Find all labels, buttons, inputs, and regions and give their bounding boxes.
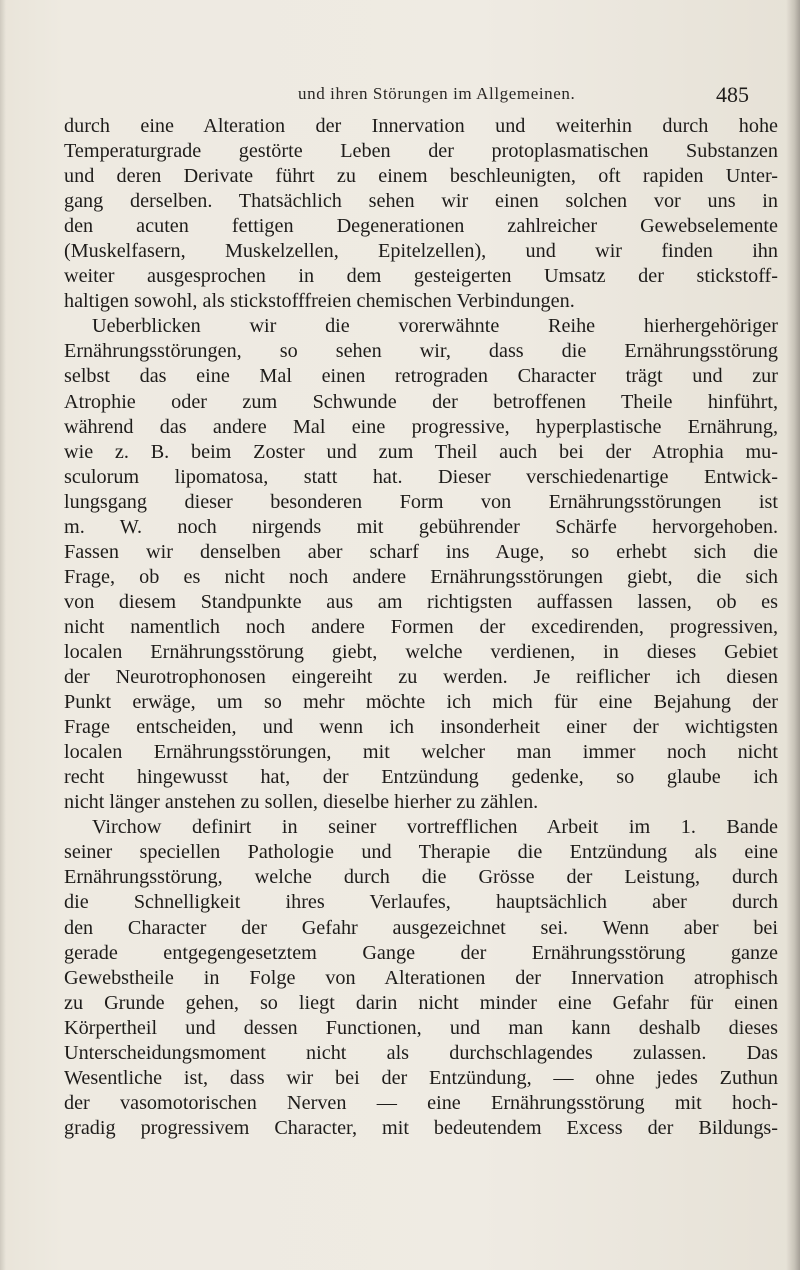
text-line: gerade entgegengesetztem Gange der Ernährungsstörung ganze [64,941,778,964]
text-line: recht hingewusst hat, der Entzündung gedenke, so glaube ich [64,766,778,789]
page-gutter-shadow [0,0,6,1270]
text-line: m. W. noch nirgends mit gebührender Schärfe hervorgehoben. [64,515,778,538]
text-line: localen Ernährungsstörung giebt, welche verdienen, in dieses Gebiet [64,640,778,663]
text-line: der Neurotrophonosen eingereiht zu werden. Je reiflicher ich diesen [64,666,778,689]
text-line: Ueberblicken wir die vorerwähnte Reihe hierhergehöriger [92,315,778,338]
page-header [0,82,800,112]
text-line: der vasomotorischen Nerven — eine Ernährungsstörung mit hoch- [64,1091,778,1114]
text-line: Ernährungsstörungen, so sehen wir, dass die Ernährungsstörung [64,340,778,363]
text-line: (Muskelfasern, Muskelzellen, Epitelzellen), und wir finden ihn [64,240,778,263]
text-line: Gewebstheile in Folge von Alterationen der Innervation atrophisch [64,966,778,989]
text-line: Punkt erwäge, um so mehr möchte ich mich für eine Bejahung der [64,691,778,714]
text-line: Fassen wir denselben aber scharf ins Auge, so erhebt sich die [64,540,778,563]
text-line: wie z. B. beim Zoster und zum Theil auch bei der Atrophia mu- [64,440,778,463]
text-line: Körpertheil und dessen Functionen, und man kann deshalb dieses [64,1016,778,1039]
text-line: selbst das eine Mal einen retrograden Character trägt und zur [64,365,778,388]
text-line: während das andere Mal eine progressive, hyperplastische Ernährung, [64,415,778,438]
text-line: lungsgang dieser besonderen Form von Ernährungsstörungen ist [64,490,778,513]
text-line: Virchow definirt in seiner vortrefflichen Arbeit im 1. Bande [92,816,778,839]
text-line: Wesentliche ist, dass wir bei der Entzündung, — ohne jedes Zuthun [64,1066,778,1089]
text-line: durch eine Alteration der Innervation und weiterhin durch hohe [64,115,778,137]
text-line: haltigen sowohl, als stickstofffreien chemischen Verbindungen. [64,290,575,313]
text-line: Temperaturgrade gestörte Leben der protoplasmatischen Substanzen [64,140,778,163]
text-line: den acuten fettigen Degenerationen zahlreicher Gewebselemente [64,215,778,238]
text-line: von diesem Standpunkte aus am richtigsten auffassen lassen, ob es [64,590,778,613]
text-line: gradig progressivem Character, mit bedeutendem Excess der Bildungs- [64,1116,778,1139]
text-line: den Character der Gefahr ausgezeichnet sei. Wenn aber bei [64,916,778,939]
text-line: weiter ausgesprochen in dem gesteigerten Umsatz der stickstoff- [64,265,778,288]
page-number: 485 [716,82,749,107]
page-edge-shadow [786,0,800,1270]
text-line: seiner speciellen Pathologie und Therapie die Entzündung als eine [64,841,778,864]
text-line: die Schnelligkeit ihres Verlaufes, hauptsächlich aber durch [64,891,778,914]
text-line: nicht namentlich noch andere Formen der excedirenden, progressiven, [64,615,778,638]
text-line: gang derselben. Thatsächlich sehen wir einen solchen vor uns in [64,190,778,213]
text-line: nicht länger anstehen zu sollen, dieselbe hierher zu zählen. [64,791,539,814]
text-line: zu Grunde gehen, so liegt darin nicht minder eine Gefahr für einen [64,991,778,1014]
text-line: Frage entscheiden, und wenn ich insonderheit einer der wichtigsten [64,716,778,739]
text-line: Ernährungsstörung, welche durch die Grösse der Leistung, durch [64,866,778,889]
text-line: und deren Derivate führt zu einem beschleunigten, oft rapiden Unter- [64,165,778,188]
text-line: Atrophie oder zum Schwunde der betroffenen Theile hinführt, [64,390,778,413]
running-head: und ihren Störungen im Allgemeinen. [298,84,576,103]
text-line: Frage, ob es nicht noch andere Ernährungsstörungen giebt, die sich [64,565,778,588]
text-line: Unterscheidungsmoment nicht als durchschlagendes zulassen. Das [64,1041,778,1064]
text-line: localen Ernährungsstörungen, mit welcher man immer noch nicht [64,741,778,764]
text-line: sculorum lipomatosa, statt hat. Dieser verschiedenartige Entwick- [64,465,778,488]
body-text [64,114,778,1141]
